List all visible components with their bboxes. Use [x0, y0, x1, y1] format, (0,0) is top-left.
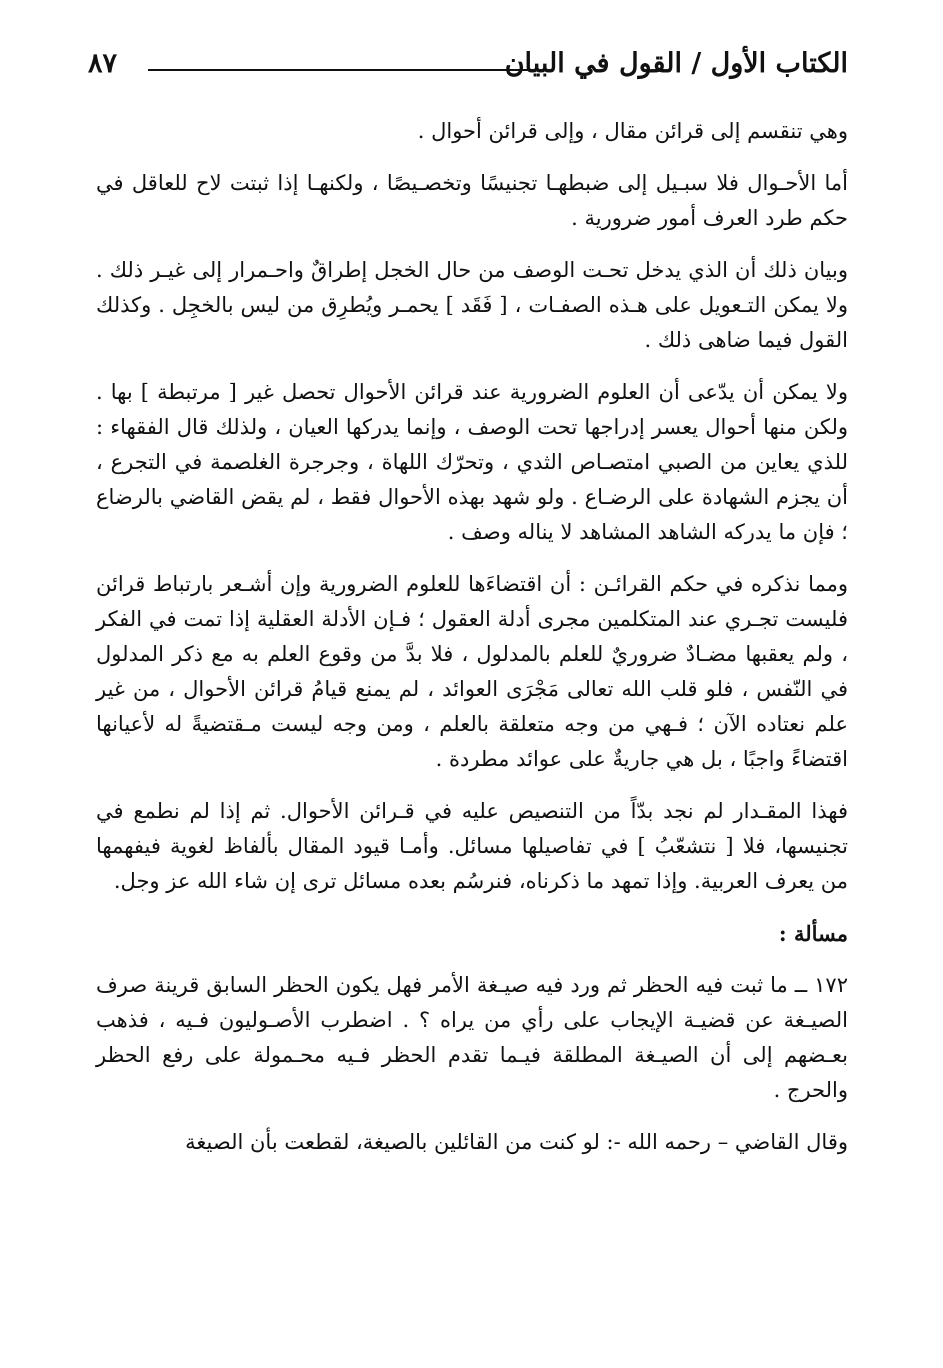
- paragraph: وبيان ذلك أن الذي يدخل تحـت الوصف من حال الخجل إطراقٌ واحـمرار إلى غيـر ذلك . ولا يمكن التـعويل على هـذه الصفـات ، [ فَقَد ] يحمـر ويُطرِق من ليس بالخجِل . وكذلك القول فيما ضاهى ذلك .: [96, 258, 848, 352]
- paragraph: أما الأحـوال فلا سبـيل إلى ضبطهـا تجنيسًا وتخصـيصًا ، ولكنهـا إذا ثبتت لاح للعاقل في حكم طرد العرف أمور ضرورية .: [96, 171, 848, 230]
- page-number: ٨٧: [88, 48, 118, 79]
- paragraph: ولا يمكن أن يدّعى أن العلوم الضرورية عند قرائن الأحوال تحصل غير [ مرتبطة ] بها . ولكن منها أحوال يعسر إدراجها تحت الوصف ، وإنما يدركها العيان ، ولذلك قال الفقهاء : للذي يعاين من الصبي امتصـاص الثدي ، وتحرّك اللهاة ، وجرجرة الغلصمة في التجرع ، أن يجزم الشهادة على الرضـاع . ولو شهد بهذه الأحوال فقط ، لم يقض القاضي بالرضاع ؛ فإن ما يدركه الشاهد المشاهد لا يناله وصف .: [96, 380, 848, 544]
- running-header: [88, 48, 848, 92]
- paragraph: وهي تنقسم إلى قرائن مقال ، وإلى قرائن أحوال .: [417, 119, 848, 143]
- body-text: [96, 114, 848, 1177]
- issue-paragraph: ١٧٢ ــ ما ثبت فيه الحظر ثم ورد فيه صيـغة الأمر فهل يكون الحظر السابق قرينة صرف الصيـغة عن قضيـة الإيجاب على رأي من يراه ؟ . اضطرب الأصـوليون فـيه ، فذهب بعـضهم إلى أن الصيـغة المطلقة فيـما تقدم الحظر فـيه محـمولة على رفع الحظر والحرج .: [96, 973, 848, 1102]
- issue-paragraph: وقال القاضي – رحمه الله -: لو كنت من القائلين بالصيغة، لقطعت بأن الصيغة: [185, 1130, 848, 1154]
- header-rule: [148, 69, 540, 71]
- header-title: الكتاب الأول / القول في البيان: [504, 48, 848, 79]
- section-heading: مسألة :: [778, 921, 848, 946]
- paragraph: ومما نذكره في حكم القرائـن : أن اقتضاءَها للعلوم الضرورية وإن أشـعر بارتباط قرائن فليست تجـري عند المتكلمين مجرى أدلة العقول ؛ فـإن الأدلة العقلية إذا تمت في الفكر ، ولم يعقبها مضـادٌ ضروريٌ للعلم بالمدلول ، فلا بدَّ من وقوع العلم به مع ذكر المدلول في النّفس ، فلو قلب الله تعالى مَجْرَى العوائد ، لم يمنع قيامُ قرائن الأحوال ، من غير علم نعتاده الآن ؛ فـهي من وجه متعلقة بالعلم ، ومن وجه ليست مـقتضيةً له لأعيانها اقتضاءً واجبًا ، بل هي جاريةٌ على عوائد مطردة .: [96, 572, 848, 771]
- paragraph: فهذا المقـدار لم نجد بدّاً من التنصيص عليه في قـرائن الأحوال. ثم إذا لم نطمع في تجنيسها، فلا [ نتشعّبُ ] في تفاصيلها مسائل. وأمـا قيود المقال بألفاظ لغوية فيفهمها من يعرف العربية. وإذا تمهد ما ذكرناه، فنرسُم بعده مسائل ترى إن شاء الله عز وجل.: [96, 799, 848, 893]
